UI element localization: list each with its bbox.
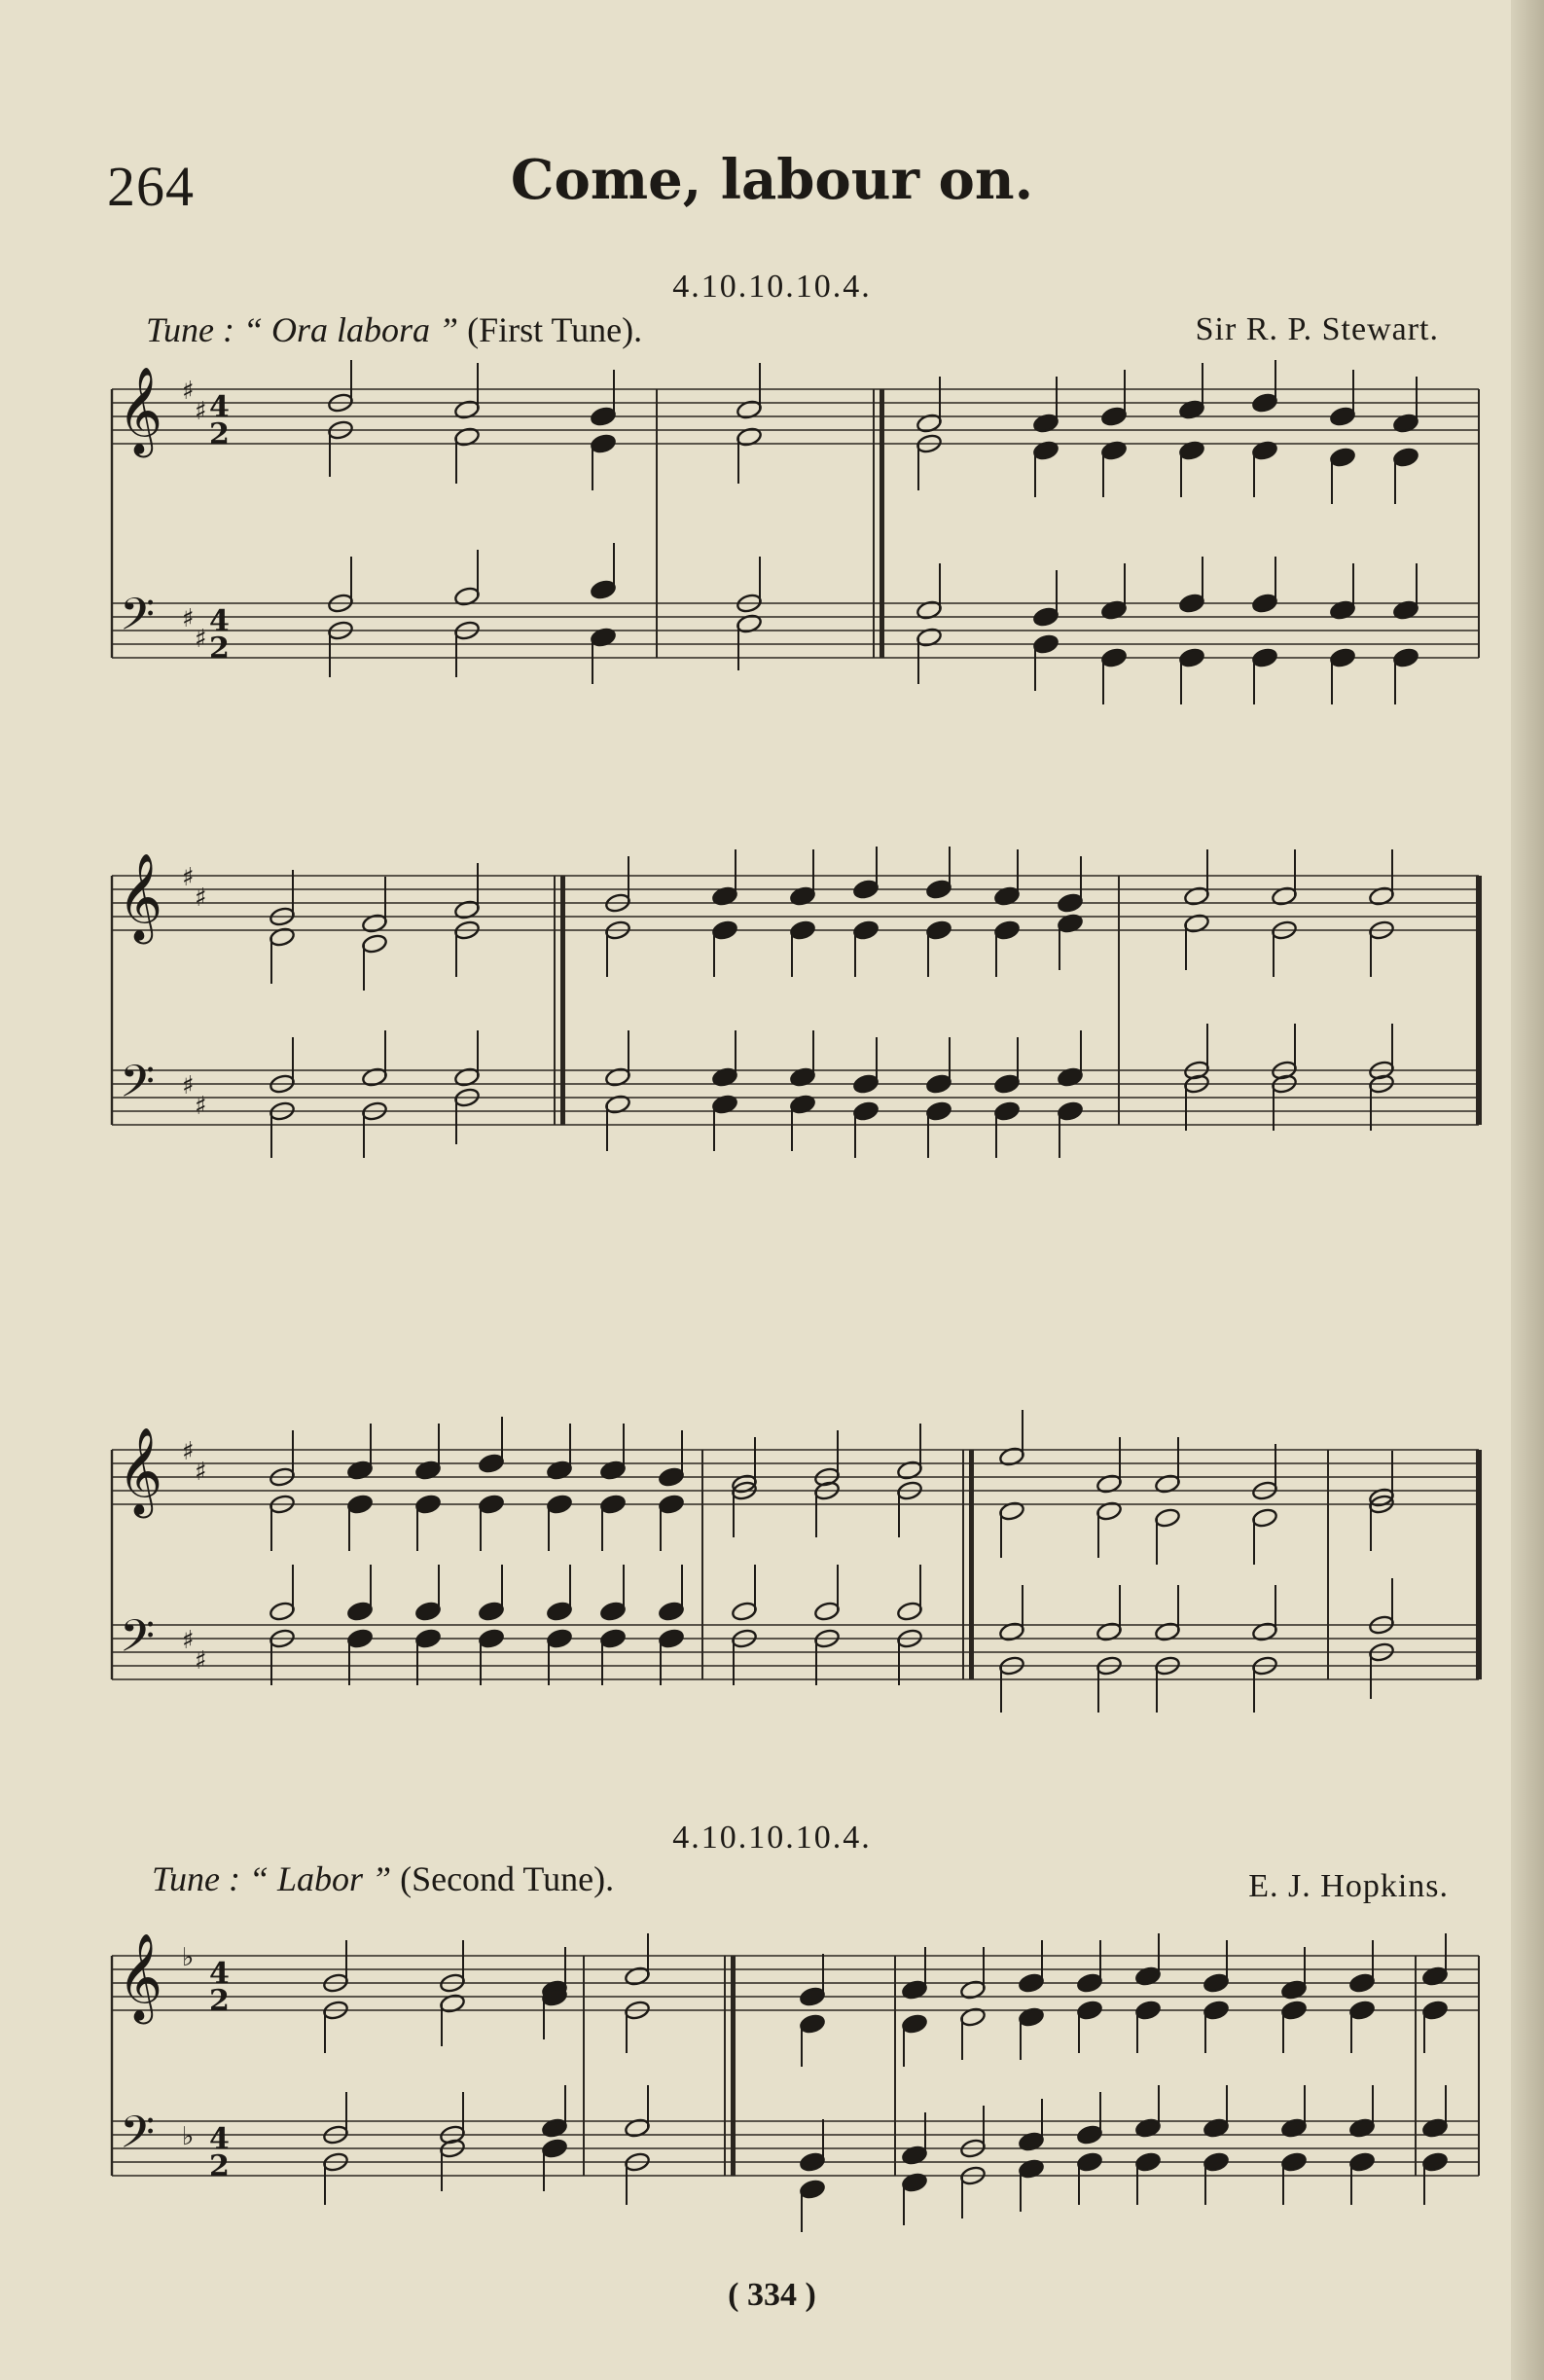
- note-head: [852, 1100, 879, 1122]
- note-head: [1329, 447, 1355, 468]
- tune-1-note: (First Tune).: [467, 310, 643, 349]
- note-head: [1348, 1972, 1375, 1994]
- note-head: [414, 1601, 441, 1622]
- bass-clef-symbol: 𝄢: [120, 1610, 156, 1674]
- hymn-number: 264: [107, 155, 195, 218]
- note-head: [993, 920, 1020, 941]
- note-head: [711, 920, 737, 941]
- note-head: [1348, 2151, 1375, 2173]
- key-signature-accidental: ♯: [195, 1646, 207, 1676]
- bass-clef-symbol: 𝄢: [120, 1056, 156, 1119]
- tune-1-meter: 4.10.10.10.4.: [672, 269, 872, 305]
- tune-2-meter: 4.10.10.10.4.: [672, 1820, 872, 1856]
- note-head: [1134, 2151, 1161, 2173]
- note-head: [1421, 2151, 1448, 2173]
- note-head: [658, 1628, 684, 1649]
- note-head: [1392, 647, 1418, 668]
- note-head: [590, 579, 616, 600]
- hymn-title: Come, labour on.: [510, 148, 1034, 212]
- key-signature-accidental: ♯: [182, 377, 195, 406]
- note-head: [896, 1601, 922, 1622]
- note-head: [546, 1628, 572, 1649]
- treble-clef-symbol: 𝄞: [118, 853, 163, 941]
- note-head: [546, 1494, 572, 1515]
- note-head: [852, 879, 879, 900]
- treble-clef-symbol: 𝄞: [118, 367, 163, 454]
- note-head: [1057, 1100, 1083, 1122]
- note-head: [1076, 2151, 1102, 2173]
- note-head: [1203, 2000, 1229, 2021]
- key-signature-accidental: ♯: [195, 1092, 207, 1121]
- note-head: [1280, 2000, 1307, 2021]
- treble-clef-symbol: 𝄞: [118, 1933, 163, 2021]
- note-head: [1203, 1972, 1229, 1994]
- note-head: [361, 933, 387, 955]
- note-head: [658, 1601, 684, 1622]
- note-head: [1280, 2151, 1307, 2173]
- note-head: [478, 1494, 504, 1515]
- note-head: [813, 1601, 840, 1622]
- note-head: [799, 2013, 825, 2035]
- time-signature-numerator: 4: [209, 2122, 230, 2156]
- time-signature-numerator: 4: [209, 604, 230, 638]
- note-head: [414, 1628, 441, 1649]
- time-signature-numerator: 4: [209, 1957, 230, 1991]
- note-head: [478, 1628, 504, 1649]
- note-head: [346, 1494, 373, 1515]
- treble-clef-symbol: 𝄞: [118, 1427, 163, 1515]
- time-signature-denominator: 2: [209, 417, 230, 451]
- note-head: [993, 1100, 1020, 1122]
- note-head: [1076, 1972, 1102, 1994]
- note-head: [541, 2138, 567, 2159]
- double-barline: [969, 1450, 974, 1679]
- key-signature-accidental: ♯: [182, 1071, 195, 1100]
- note-head: [901, 2013, 927, 2035]
- bass-clef-symbol: 𝄢: [120, 589, 156, 652]
- note-head: [1203, 2151, 1229, 2173]
- note-head: [1251, 1507, 1277, 1529]
- note-head: [1100, 406, 1127, 427]
- time-signature-denominator: 2: [209, 631, 230, 666]
- key-signature-accidental: ♭: [182, 1943, 195, 1972]
- time-signature-numerator: 4: [209, 390, 230, 424]
- double-barline: [880, 389, 884, 658]
- note-head: [478, 1453, 504, 1474]
- note-head: [599, 1494, 626, 1515]
- note-head: [1251, 593, 1277, 614]
- note-head: [658, 1494, 684, 1515]
- tune-2-label-prefix: Tune :: [152, 1859, 241, 1898]
- note-head: [925, 1073, 952, 1095]
- note-head: [925, 1100, 952, 1122]
- key-signature-accidental: ♯: [195, 397, 207, 426]
- tune-2-note: (Second Tune).: [400, 1859, 615, 1898]
- note-head: [993, 1073, 1020, 1095]
- double-barline: [731, 1956, 736, 2176]
- note-head: [1154, 1507, 1180, 1529]
- note-head: [1421, 2000, 1448, 2021]
- note-head: [925, 879, 952, 900]
- tune-1-system-2: [0, 847, 1544, 1197]
- key-signature-accidental: ♯: [195, 1458, 207, 1487]
- page-number: ( 334 ): [728, 2277, 816, 2313]
- note-head: [1057, 892, 1083, 914]
- key-signature-accidental: ♭: [182, 2122, 195, 2151]
- note-head: [346, 1628, 373, 1649]
- key-signature-accidental: ♯: [195, 883, 207, 913]
- tune-2-name: “ Labor ”: [249, 1859, 392, 1898]
- note-head: [1076, 2000, 1102, 2021]
- bass-clef-symbol: 𝄢: [120, 2107, 156, 2170]
- tune-2-composer: E. J. Hopkins.: [1248, 1868, 1449, 1904]
- note-head: [1329, 647, 1355, 668]
- note-head: [925, 920, 952, 941]
- note-head: [1032, 633, 1059, 655]
- note-head: [852, 920, 879, 941]
- note-head: [269, 1601, 295, 1622]
- note-head: [799, 2179, 825, 2200]
- key-signature-accidental: ♯: [182, 863, 195, 892]
- note-head: [1178, 647, 1204, 668]
- note-head: [599, 1601, 626, 1622]
- note-head: [1134, 2000, 1161, 2021]
- tune-1-name: “ Ora labora ”: [243, 310, 459, 349]
- note-head: [1329, 406, 1355, 427]
- double-barline: [560, 876, 565, 1125]
- note-head: [1251, 392, 1277, 414]
- note-head: [658, 1466, 684, 1488]
- note-head: [546, 1601, 572, 1622]
- key-signature-accidental: ♯: [182, 1626, 195, 1655]
- tune-1-composer: Sir R. P. Stewart.: [1195, 311, 1439, 347]
- tune-1-label: [146, 309, 642, 350]
- note-head: [590, 406, 616, 427]
- note-head: [1100, 647, 1127, 668]
- tune-2-system-1: [0, 1907, 1544, 2257]
- note-head: [1018, 1972, 1044, 1994]
- key-signature-accidental: ♯: [182, 1437, 195, 1466]
- note-head: [731, 1601, 757, 1622]
- time-signature-denominator: 2: [209, 2149, 230, 2183]
- note-head: [799, 1986, 825, 2007]
- note-head: [346, 1601, 373, 1622]
- key-signature-accidental: ♯: [182, 604, 195, 633]
- note-head: [1348, 2000, 1375, 2021]
- note-head: [789, 920, 815, 941]
- note-head: [1178, 593, 1204, 614]
- tune-1-system-1: [0, 360, 1544, 730]
- note-head: [852, 1073, 879, 1095]
- note-head: [1392, 447, 1418, 468]
- note-head: [1032, 606, 1059, 628]
- note-head: [590, 433, 616, 454]
- note-head: [478, 1601, 504, 1622]
- key-signature-accidental: ♯: [195, 625, 207, 654]
- time-signature-denominator: 2: [209, 1984, 230, 2018]
- note-head: [414, 1494, 441, 1515]
- note-head: [599, 1628, 626, 1649]
- tune-1-system-3: [0, 1343, 1544, 1713]
- tune-2-label: [152, 1858, 614, 1899]
- tune-1-label-prefix: Tune :: [146, 310, 235, 349]
- note-head: [1076, 2124, 1102, 2146]
- note-head: [1251, 647, 1277, 668]
- note-head: [799, 2151, 825, 2173]
